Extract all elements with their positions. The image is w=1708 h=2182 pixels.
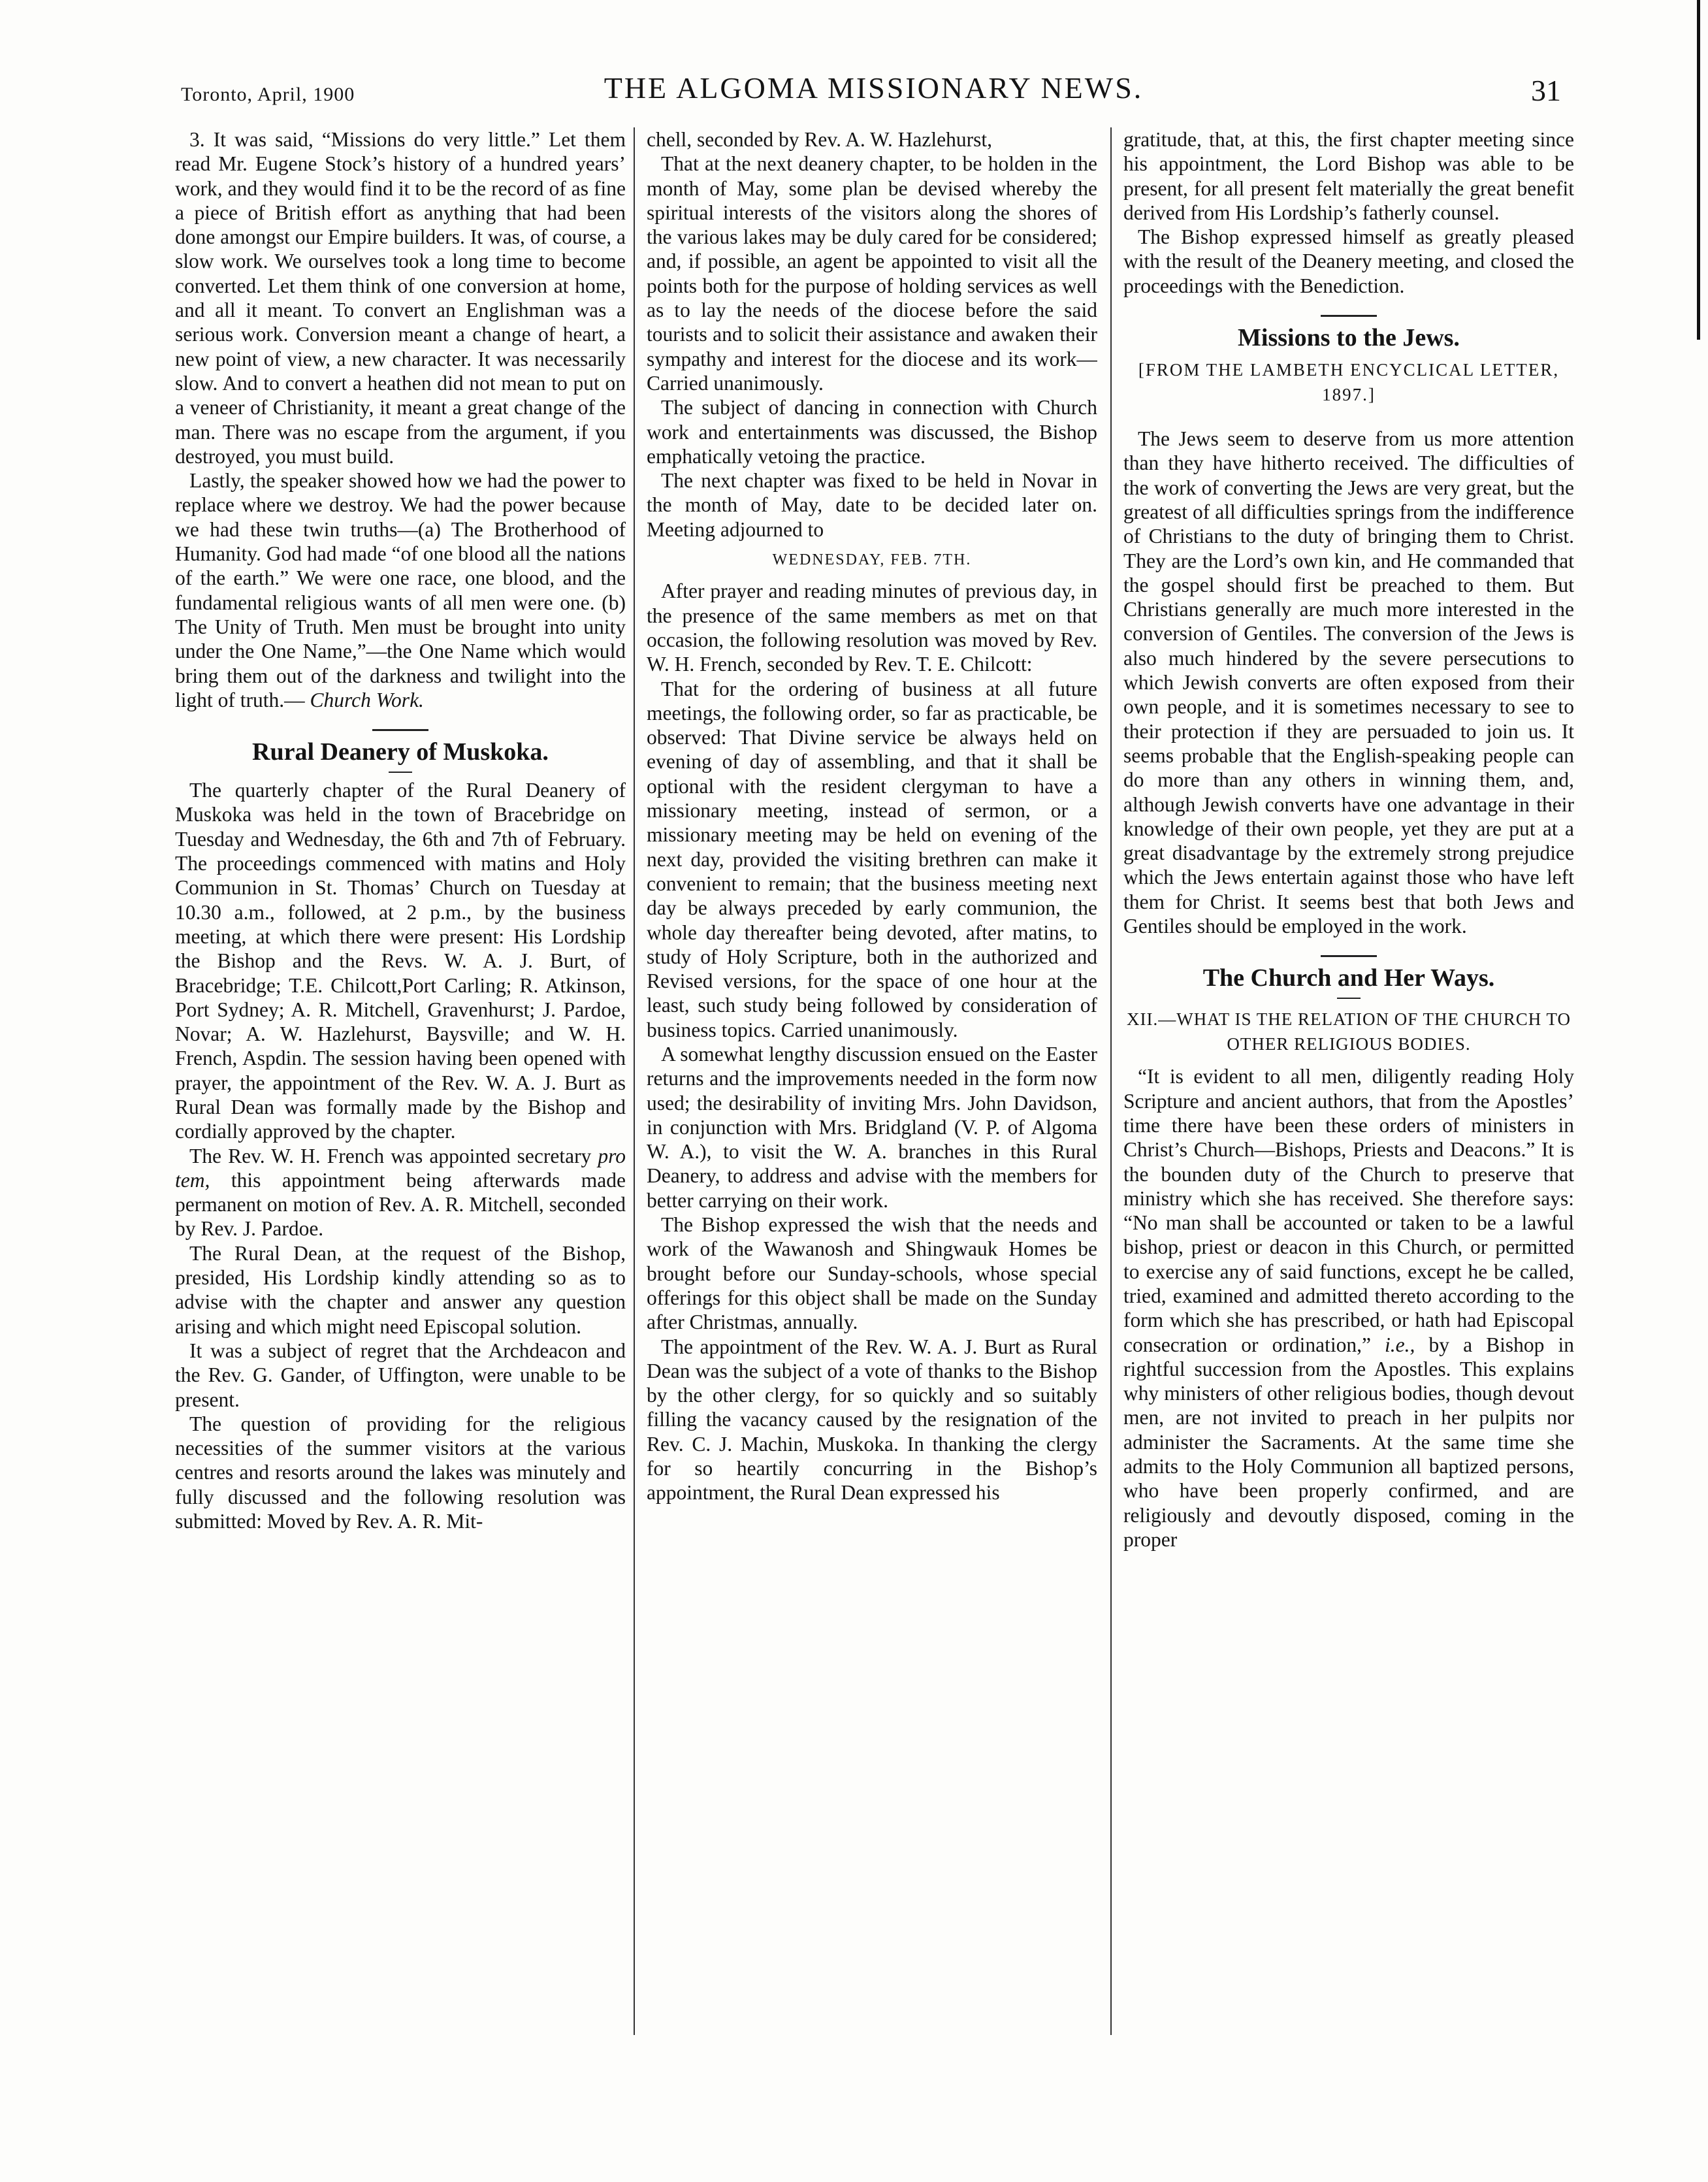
section-rule: [372, 729, 428, 731]
paragraph: The Rural Dean, at the request of the Bishop, presided, His Lordship kindly attending so as to advise with the chapter and answer any question arising and which might need Episcopal solution.: [175, 1241, 626, 1338]
column-1: [175, 127, 626, 2087]
paragraph: A somewhat lengthy discussion ensued on the Easter returns and the improvements needed in the form now used; the desirability of inviting Mrs. John Davidson, in conjunction with Mrs. Bridgland (V. P. of Algoma W. A.), to visit the W. A. branches in this Rural Deanery, to address and advise with the members for better carrying on their work.: [647, 1042, 1097, 1212]
emphasis: i.e.,: [1385, 1333, 1415, 1356]
heading-missions-jews: Missions to the Jews.: [1238, 324, 1460, 352]
paragraph: The Bishop expressed himself as greatly pleased with the result of the Deanery meeting, and closed the proceedings with the Benediction.: [1123, 225, 1574, 297]
column-3: [1123, 127, 1574, 2087]
article-source: Church Work.: [310, 688, 424, 711]
paragraph-text: “It is evident to all men, diligently reading Holy Scripture and ancient authors, that from the Apostles’ time there have been these orders of ministers in Christ’s Church—Bishops, Priests and Deacons.” It is the bounden duty of the Church to preserve that ministry which she has received. She therefore says: “No man shall be accounted or taken to be a lawful bishop, priest or deacon in this Church, or permitted to exercise any of said functions, except he be called, tried, examined and admitted thereto according to the form which she has prescribed, or hath had Episcopal consecration or ordination,”: [1123, 1065, 1574, 1356]
newspaper-title: THE ALGOMA MISSIONARY NEWS.: [604, 71, 1144, 105]
emphasis: pro tem,: [175, 1144, 626, 1192]
page-header: [173, 71, 1574, 110]
paragraph: After prayer and reading minutes of previous day, in the presence of the same members as met on that occasion, the following resolution was moved by Rev. W. H. French, seconded by Rev. T. E. Chilcott:: [647, 579, 1097, 676]
paragraph-text: The Rev. W. H. French was appointed secretary: [189, 1144, 592, 1167]
column-divider: [1110, 127, 1112, 2035]
heading-church-ways: The Church and Her Ways.: [1202, 964, 1495, 992]
header-date: Toronto, April, 1900: [181, 84, 355, 105]
paragraph: The subject of dancing in connection with Church work and entertainments was discussed, the Bishop emphatically vetoing the practice.: [647, 396, 1097, 468]
paragraph: That for the ordering of business at all future meetings, the following order, so far as practicable, be observed: That Divine service be always held on evening of day of assembling, and that it shall be optional with the resident clergyman to have a missionary meeting, instead of sermon, or a missionary meeting may be held on evening of the next day, provided the visiting brethren can make it convenient to remain; that the business meeting next day be always preceded by early communion, the whole day thereafter being devoted, after matins, to study of Holy Scripture, both in the authorized and Revised versions, for the space of one hour at the least, such study being followed by consideration of business topics. Carried unanimously.: [647, 677, 1097, 1041]
dateline: WEDNESDAY, FEB. 7TH.: [772, 551, 972, 569]
column-2: [647, 127, 1097, 2087]
paragraph: [175, 1144, 626, 1241]
paragraph: 3. It was said, “Missions do very little.” Let them read Mr. Eugene Stock’s history of a hundred years’ work, and they would find it to be the record of as fine a piece of British effort as anything that had been done amongst our Empire builders. It was, of course, a slow work. We ourselves took a long time to become converted. Let them think of one conversion at home, and all it meant. To convert an Englishman was a serious work. Conversion meant a change of heart, a new point of view, a new character. It was necessarily slow. And to convert a heathen did not mean to put on a veneer of Christianity, it meant a great change of the man. There was no escape from the argument, if you destroyed, you must build.: [175, 128, 626, 468]
subheading: XII.—WHAT IS THE RELATION OF THE CHURCH TO OTHER RELIGIOUS BODIES.: [1126, 1009, 1571, 1054]
section-rule: [1321, 955, 1377, 957]
section-rule: [1321, 315, 1377, 317]
column-divider: [634, 127, 635, 2035]
article-source: [FROM THE LAMBETH ENCYCLICAL LETTER, 1897.]: [1138, 360, 1560, 405]
paragraph: [175, 468, 626, 712]
paragraph-text: by a Bishop in rightful succession from the Apostles. This explains why ministers of other religious bodies, though devout men, are not invited to preach in her pulpits nor administer the Sacraments. At the same time she admits to the Holy Communion all baptized persons, who have been properly confirmed, and are religiously and devoutly disposed, coming in the proper: [1123, 1333, 1574, 1551]
heading-rural-deanery: Rural Deanery of Muskoka.: [252, 738, 549, 766]
paragraph: That at the next deanery chapter, to be holden in the month of May, some plan be devised whereby the spiritual interests of the visitors along the shores of the various lakes may be duly cared for be considered; and, if possible, an agent be appointed to visit all the points both for the purpose of holding services as well as to lay the needs of the diocese before the said tourists and to solicit their assistance and awaken their sympathy and interest for the diocese and its work—Carried unanimously.: [647, 152, 1097, 395]
page-edge-line: [1697, 0, 1700, 340]
paragraph-text: this appointment being afterwards made permanent on motion of Rev. A. R. Mitchell, seconded by Rev. J. Pardoe.: [175, 1168, 626, 1241]
paragraph: It was a subject of regret that the Archdeacon and the Rev. G. Gander, of Uffington, were unable to be present.: [175, 1339, 626, 1411]
paragraph: gratitude, that, at this, the first chapter meeting since his appointment, the Lord Bishop was able to be present, for all present felt materially the great benefit derived from His Lordship’s fatherly counsel.: [1123, 128, 1574, 224]
heading-dash: [389, 772, 412, 773]
paragraph: The next chapter was fixed to be held in Novar in the month of May, date to be decided later on. Meeting adjourned to: [647, 469, 1097, 541]
paragraph: The appointment of the Rev. W. A. J. Burt as Rural Dean was the subject of a vote of thanks to the Bishop by the other clergy, for so quickly and so suitably filling the vacancy caused by the resignation of the Rev. C. J. Machin, Muskoka. In thanking the clergy for so heartily concurring in the Bishop’s appointment, the Rural Dean expressed his: [647, 1335, 1097, 1505]
paragraph: chell, seconded by Rev. A. W. Hazlehurst,: [647, 128, 992, 151]
page-number: 31: [1531, 74, 1561, 107]
paragraph-text: Lastly, the speaker showed how we had the power to replace where we destroy. We had the power because we had these twin truths—(a) The Brotherhood of Humanity. God had made “of one blood all the nations of the earth.” We were one race, one blood, and the fundamental religious wants of all men were one. (b) The Unity of Truth. Men must be brought into unity under the One Name,”—the One Name which would bring them out of the darkness and twilight into the light of truth.—: [175, 469, 626, 711]
heading-dash: [1337, 998, 1361, 999]
paragraph: [1123, 1064, 1574, 1552]
paragraph: The Jews seem to deserve from us more attention than they have hitherto received. The difficulties of the work of converting the Jews are very great, but the greatest of all difficulties springs from the indifference of Christians to the duty of bringing them to Christ. They are the Lord’s own kin, and He commanded that the gospel should first be preached to them. But Christians generally are much more interested in the conversion of Gentiles. The conversion of the Jews is also much hindered by the severe persecutions to which Jewish converts are often exposed from their own people, and it is sometimes necessary to see to their protection if they are persuaded to join us. It seems probable that the English-speaking people can do more than any others in winning them, and, although Jewish converts have one advantage in their knowledge of their own people, yet they are put at a great disadvantage by the extremely strong prejudice which the Jews entertain against those who have left them for Christ. It seems best that both Jews and Gentiles should be employed in the work.: [1123, 427, 1574, 938]
paragraph: The Bishop expressed the wish that the needs and work of the Wawanosh and Shingwauk Homes be brought before our Sunday-schools, whose special offerings for this object shall be made on the Sunday after Christmas, annually.: [647, 1213, 1097, 1334]
paragraph: The question of providing for the religious necessities of the summer visitors at the various centres and resorts around the lakes was minutely and fully discussed and the following resolution was submitted: Moved by Rev. A. R. Mit-: [175, 1412, 626, 1533]
paragraph: The quarterly chapter of the Rural Deanery of Muskoka was held in the town of Bracebridge on Tuesday and Wednesday, the 6th and 7th of February. The proceedings commenced with matins and Holy Communion in St. Thomas’ Church on Tuesday at 10.30 a.m., followed, at 2 p.m., by the business meeting, at which there were present: His Lordship the Bishop and the Revs. W. A. J. Burt, of Bracebridge; T.E. Chilcott,Port Carling; R. Atkinson, Port Sydney; A. R. Mitchell, Gravenhurst; J. Pardoe, Novar; A. W. Hazlehurst, Baysville; and W. H. French, Aspdin. The session having been opened with prayer, the appointment of the Rev. W. A. J. Burt as Rural Dean was formally made by the Bishop and cordially approved by the chapter.: [175, 779, 626, 1143]
